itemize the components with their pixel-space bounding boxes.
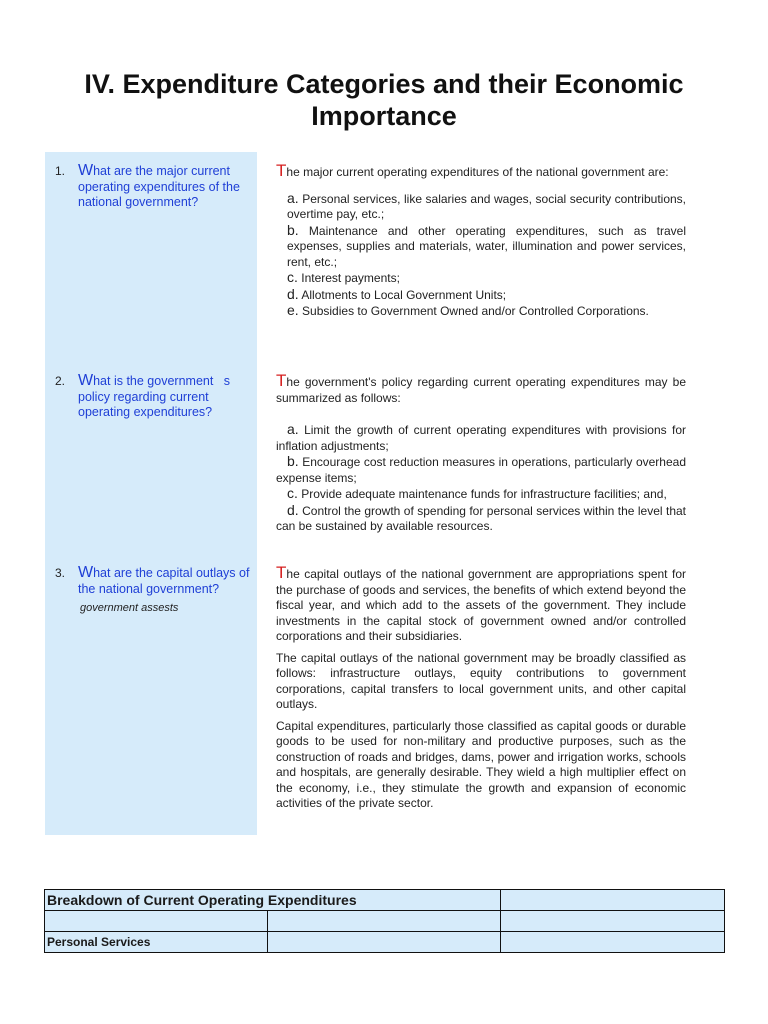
list-item: e. Subsidies to Government Owned and/or Controlled Corporations. [287,302,649,318]
list-item: c. Provide adequate maintenance funds for infrastructure facilities; and, [287,485,667,501]
answer-paragraph: The capital outlays of the national government may be broadly classified as follows: infrastructure outlays, equity contributions to government corporations, capital transfers to local government units, and other capital outlays. [276,650,686,711]
answer-2 [276,373,686,535]
table-header: Breakdown of Current Operating Expenditures [45,890,501,911]
list-item: b. Maintenance and other operating expenditures, such as travel expenses, supplies and materials, water, illumination and power services, rent, etc.; [287,221,687,269]
question-note: government assests [80,602,179,614]
question-number: 1. [55,164,66,178]
list-item: b. Encourage cost reduction measures in operations, particularly overhead expense items; [276,453,686,485]
answer-intro: he government's policy regarding current operating expenditures may be summarized as follows: [276,375,686,405]
question-initial: W [78,162,94,179]
question-2 [55,373,255,421]
table-cell [268,911,501,932]
list-item: a. Personal services, like salaries and wages, social security contributions, overtime pay, etc.; [287,189,687,221]
table-cell [501,890,725,911]
questions-column [45,152,257,835]
question-text: hat is the government s policy regarding current operating expenditures? [78,374,234,419]
question-text: hat are the major current operating expenditures of the national government? [78,164,240,209]
answer-initial: T [276,371,287,390]
table-row-label: Personal Services [45,932,268,953]
answer-intro: he capital outlays of the national government are appropriations spent for the purchase of goods and services, the benefits of which extend beyond the fiscal year, and which add to the assets of the government. They include investments in the capital stock of government owned and/or controlled corporations and their subsidiaries. [276,567,686,643]
table-row [45,932,725,953]
answer-1 [276,163,686,320]
table-cell [501,911,725,932]
table-cell [501,932,725,953]
table-cell [45,911,268,932]
table-row [45,890,725,911]
question-number: 2. [55,374,66,388]
list-item: c. Interest payments; [287,269,400,285]
question-3 [55,565,255,617]
question-initial: W [78,372,94,389]
answer-paragraph: Capital expenditures, particularly those classified as capital goods or durable goods to be used for non-military and productive purposes, such as the construction of roads and bridges, dams, power and irrigation works, schools and hospitals, are generally desirable. They wield a high multiplier effect on the economy, i.e., they stimulate the growth and expansion of economic activities of the private sector. [276,718,686,810]
list-item: a. Limit the growth of current operating expenditures with provisions for inflation adjustments; [276,421,687,453]
answer-initial: T [276,563,287,582]
answer-3 [276,565,686,818]
list-item: d. Allotments to Local Government Units; [287,285,507,302]
question-number: 3. [55,566,66,580]
answer-intro: he major current operating expenditures of the national government are: [286,165,669,179]
list-item: d. Control the growth of spending for personal services within the level that can be sustained by available resources. [276,501,687,533]
breakdown-table [44,889,725,953]
table-row [45,911,725,932]
question-1 [55,163,255,211]
question-text: hat are the capital outlays of the national government? [78,566,250,596]
table-cell [268,932,501,953]
question-initial: W [78,564,94,581]
page-title: IV. Expenditure Categories and their Economic Importance [84,69,684,131]
answer-initial: T [276,161,287,180]
